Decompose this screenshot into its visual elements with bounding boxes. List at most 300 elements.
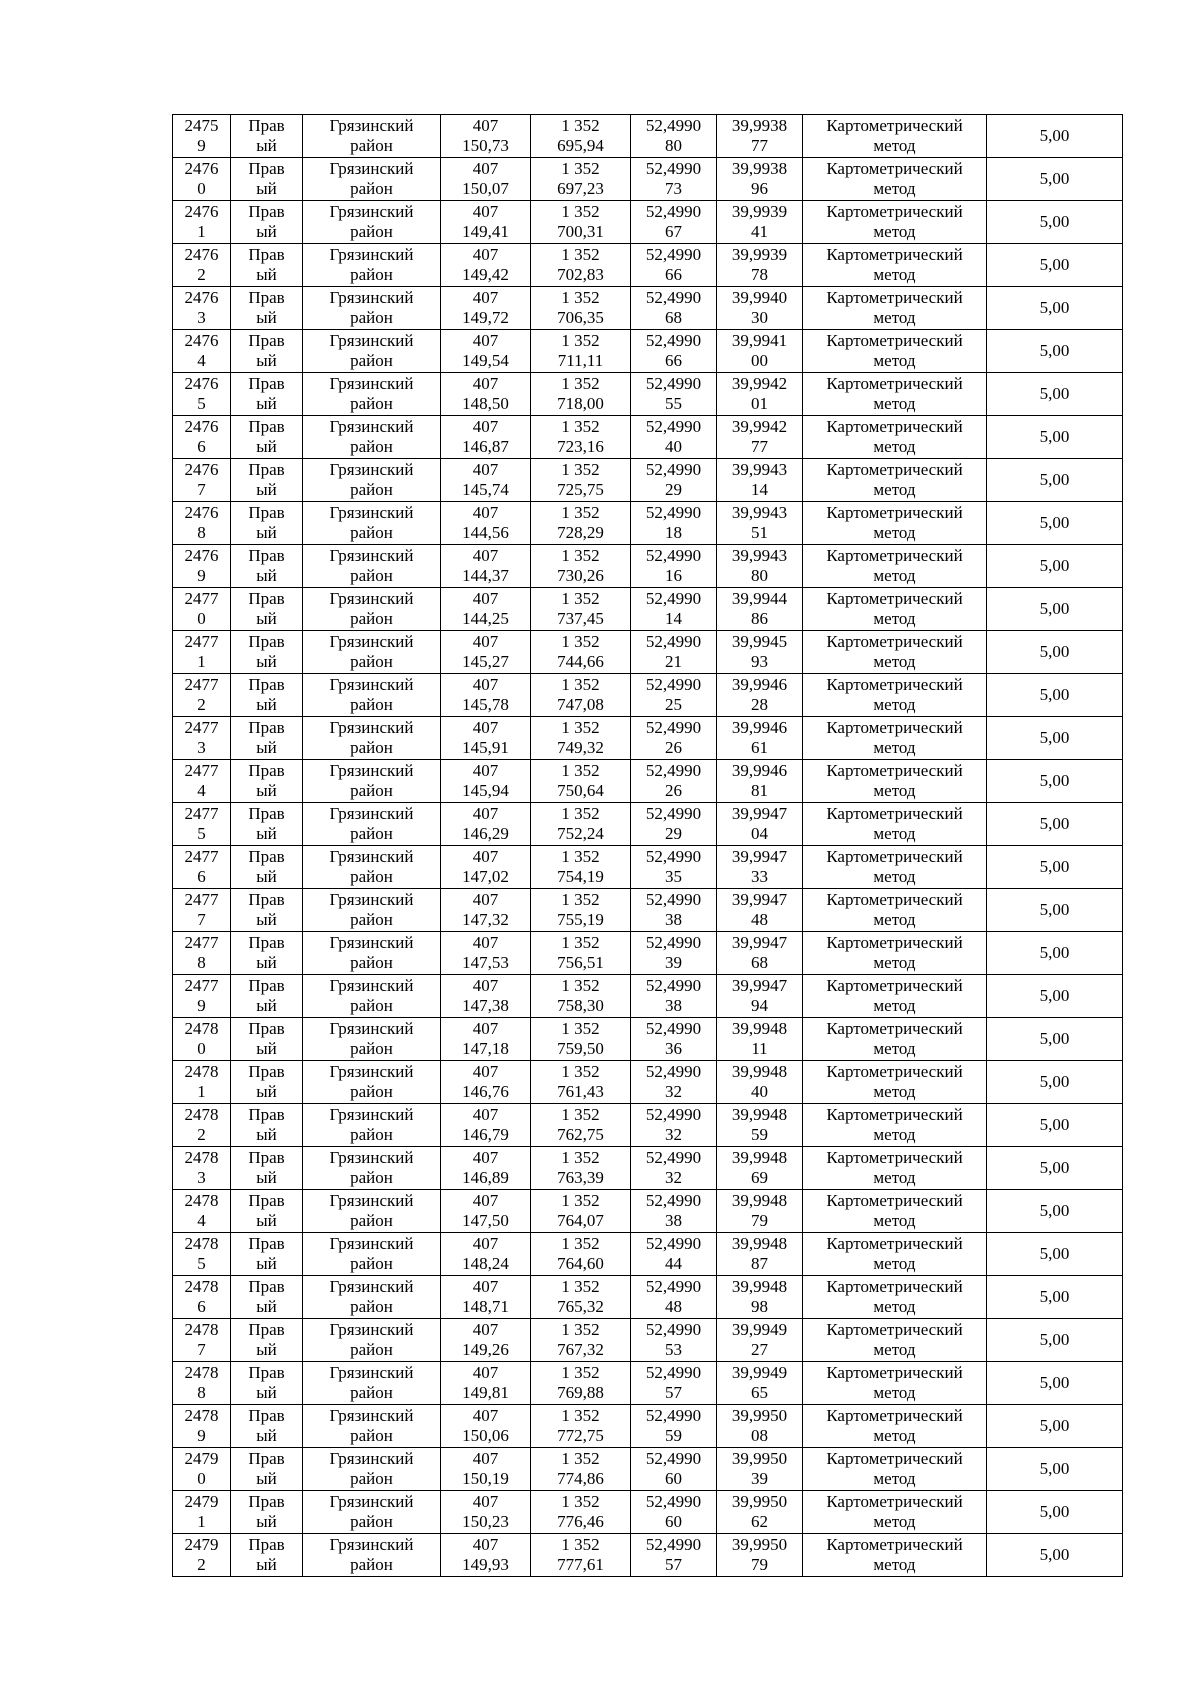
point-number-cell: 2477 6 (173, 846, 231, 889)
longitude-cell: 39,9942 01 (717, 373, 803, 416)
method-cell: Картометрический метод (803, 631, 987, 674)
side-cell: Прав ый (231, 1018, 303, 1061)
district-cell: Грязинский район (303, 1018, 441, 1061)
precision-cell: 5,00 (987, 244, 1123, 287)
point-number-cell: 2476 9 (173, 545, 231, 588)
point-number-cell: 2476 0 (173, 158, 231, 201)
district-cell: Грязинский район (303, 1319, 441, 1362)
y-coordinate-cell: 1 352 747,08 (531, 674, 631, 717)
precision-cell: 5,00 (987, 201, 1123, 244)
longitude-cell: 39,9950 39 (717, 1448, 803, 1491)
precision-cell: 5,00 (987, 1061, 1123, 1104)
district-cell: Грязинский район (303, 1276, 441, 1319)
district-cell: Грязинский район (303, 502, 441, 545)
table-row (173, 803, 1123, 846)
point-number-cell: 2476 1 (173, 201, 231, 244)
longitude-cell: 39,9942 77 (717, 416, 803, 459)
table-row (173, 674, 1123, 717)
x-coordinate-cell: 407 149,26 (441, 1319, 531, 1362)
precision-cell: 5,00 (987, 502, 1123, 545)
method-cell: Картометрический метод (803, 1233, 987, 1276)
y-coordinate-cell: 1 352 758,30 (531, 975, 631, 1018)
y-coordinate-cell: 1 352 769,88 (531, 1362, 631, 1405)
longitude-cell: 39,9948 40 (717, 1061, 803, 1104)
point-number-cell: 2477 8 (173, 932, 231, 975)
district-cell: Грязинский район (303, 1233, 441, 1276)
y-coordinate-cell: 1 352 728,29 (531, 502, 631, 545)
y-coordinate-cell: 1 352 750,64 (531, 760, 631, 803)
longitude-cell: 39,9940 30 (717, 287, 803, 330)
side-cell: Прав ый (231, 846, 303, 889)
table-row (173, 459, 1123, 502)
method-cell: Картометрический метод (803, 760, 987, 803)
latitude-cell: 52,4990 59 (631, 1405, 717, 1448)
longitude-cell: 39,9941 00 (717, 330, 803, 373)
x-coordinate-cell: 407 145,27 (441, 631, 531, 674)
x-coordinate-cell: 407 150,19 (441, 1448, 531, 1491)
district-cell: Грязинский район (303, 416, 441, 459)
district-cell: Грязинский район (303, 717, 441, 760)
latitude-cell: 52,4990 35 (631, 846, 717, 889)
district-cell: Грязинский район (303, 1104, 441, 1147)
latitude-cell: 52,4990 18 (631, 502, 717, 545)
x-coordinate-cell: 407 146,79 (441, 1104, 531, 1147)
district-cell: Грязинский район (303, 1147, 441, 1190)
table-row (173, 416, 1123, 459)
district-cell: Грязинский район (303, 1190, 441, 1233)
method-cell: Картометрический метод (803, 1534, 987, 1577)
point-number-cell: 2477 1 (173, 631, 231, 674)
side-cell: Прав ый (231, 502, 303, 545)
table-row (173, 1190, 1123, 1233)
method-cell: Картометрический метод (803, 1104, 987, 1147)
table-row (173, 1448, 1123, 1491)
table-row (173, 1362, 1123, 1405)
district-cell: Грязинский район (303, 287, 441, 330)
district-cell: Грязинский район (303, 631, 441, 674)
table-row (173, 244, 1123, 287)
y-coordinate-cell: 1 352 718,00 (531, 373, 631, 416)
side-cell: Прав ый (231, 244, 303, 287)
precision-cell: 5,00 (987, 373, 1123, 416)
precision-cell: 5,00 (987, 975, 1123, 1018)
precision-cell: 5,00 (987, 1491, 1123, 1534)
x-coordinate-cell: 407 145,91 (441, 717, 531, 760)
longitude-cell: 39,9949 27 (717, 1319, 803, 1362)
table-row (173, 1276, 1123, 1319)
method-cell: Картометрический метод (803, 330, 987, 373)
table-row (173, 287, 1123, 330)
side-cell: Прав ый (231, 1233, 303, 1276)
table-row (173, 846, 1123, 889)
precision-cell: 5,00 (987, 330, 1123, 373)
longitude-cell: 39,9945 93 (717, 631, 803, 674)
precision-cell: 5,00 (987, 803, 1123, 846)
longitude-cell: 39,9948 69 (717, 1147, 803, 1190)
method-cell: Картометрический метод (803, 975, 987, 1018)
side-cell: Прав ый (231, 674, 303, 717)
x-coordinate-cell: 407 150,07 (441, 158, 531, 201)
district-cell: Грязинский район (303, 1405, 441, 1448)
side-cell: Прав ый (231, 373, 303, 416)
x-coordinate-cell: 407 147,32 (441, 889, 531, 932)
district-cell: Грязинский район (303, 1491, 441, 1534)
x-coordinate-cell: 407 150,73 (441, 115, 531, 158)
y-coordinate-cell: 1 352 756,51 (531, 932, 631, 975)
x-coordinate-cell: 407 146,76 (441, 1061, 531, 1104)
longitude-cell: 39,9947 04 (717, 803, 803, 846)
table-row (173, 1018, 1123, 1061)
precision-cell: 5,00 (987, 1147, 1123, 1190)
x-coordinate-cell: 407 146,89 (441, 1147, 531, 1190)
y-coordinate-cell: 1 352 700,31 (531, 201, 631, 244)
y-coordinate-cell: 1 352 776,46 (531, 1491, 631, 1534)
district-cell: Грязинский район (303, 674, 441, 717)
longitude-cell: 39,9947 48 (717, 889, 803, 932)
district-cell: Грязинский район (303, 459, 441, 502)
side-cell: Прав ый (231, 1534, 303, 1577)
precision-cell: 5,00 (987, 1319, 1123, 1362)
y-coordinate-cell: 1 352 765,32 (531, 1276, 631, 1319)
point-number-cell: 2478 8 (173, 1362, 231, 1405)
point-number-cell: 2478 5 (173, 1233, 231, 1276)
table-row (173, 760, 1123, 803)
table-row (173, 932, 1123, 975)
point-number-cell: 2478 6 (173, 1276, 231, 1319)
district-cell: Грязинский район (303, 846, 441, 889)
method-cell: Картометрический метод (803, 932, 987, 975)
precision-cell: 5,00 (987, 889, 1123, 932)
side-cell: Прав ый (231, 459, 303, 502)
latitude-cell: 52,4990 67 (631, 201, 717, 244)
x-coordinate-cell: 407 146,29 (441, 803, 531, 846)
district-cell: Грязинский район (303, 1534, 441, 1577)
latitude-cell: 52,4990 38 (631, 1190, 717, 1233)
side-cell: Прав ый (231, 1147, 303, 1190)
precision-cell: 5,00 (987, 846, 1123, 889)
latitude-cell: 52,4990 32 (631, 1061, 717, 1104)
longitude-cell: 39,9947 68 (717, 932, 803, 975)
table-row (173, 201, 1123, 244)
table-row (173, 717, 1123, 760)
precision-cell: 5,00 (987, 287, 1123, 330)
side-cell: Прав ый (231, 1104, 303, 1147)
precision-cell: 5,00 (987, 1405, 1123, 1448)
longitude-cell: 39,9947 94 (717, 975, 803, 1018)
table-row (173, 373, 1123, 416)
method-cell: Картометрический метод (803, 588, 987, 631)
precision-cell: 5,00 (987, 1233, 1123, 1276)
side-cell: Прав ый (231, 1319, 303, 1362)
y-coordinate-cell: 1 352 706,35 (531, 287, 631, 330)
latitude-cell: 52,4990 60 (631, 1491, 717, 1534)
table-row (173, 1405, 1123, 1448)
longitude-cell: 39,9938 96 (717, 158, 803, 201)
x-coordinate-cell: 407 147,02 (441, 846, 531, 889)
method-cell: Картометрический метод (803, 1448, 987, 1491)
table-row (173, 1534, 1123, 1577)
method-cell: Картометрический метод (803, 201, 987, 244)
method-cell: Картометрический метод (803, 1061, 987, 1104)
y-coordinate-cell: 1 352 772,75 (531, 1405, 631, 1448)
side-cell: Прав ый (231, 330, 303, 373)
district-cell: Грязинский район (303, 1448, 441, 1491)
district-cell: Грязинский район (303, 158, 441, 201)
y-coordinate-cell: 1 352 749,32 (531, 717, 631, 760)
point-number-cell: 2477 7 (173, 889, 231, 932)
y-coordinate-cell: 1 352 761,43 (531, 1061, 631, 1104)
point-number-cell: 2478 9 (173, 1405, 231, 1448)
x-coordinate-cell: 407 145,78 (441, 674, 531, 717)
point-number-cell: 2476 7 (173, 459, 231, 502)
latitude-cell: 52,4990 55 (631, 373, 717, 416)
x-coordinate-cell: 407 150,06 (441, 1405, 531, 1448)
point-number-cell: 2476 5 (173, 373, 231, 416)
longitude-cell: 39,9948 79 (717, 1190, 803, 1233)
point-number-cell: 2475 9 (173, 115, 231, 158)
longitude-cell: 39,9948 11 (717, 1018, 803, 1061)
y-coordinate-cell: 1 352 764,07 (531, 1190, 631, 1233)
district-cell: Грязинский район (303, 201, 441, 244)
side-cell: Прав ый (231, 1448, 303, 1491)
latitude-cell: 52,4990 32 (631, 1104, 717, 1147)
y-coordinate-cell: 1 352 744,66 (531, 631, 631, 674)
point-number-cell: 2477 3 (173, 717, 231, 760)
district-cell: Грязинский район (303, 932, 441, 975)
longitude-cell: 39,9946 81 (717, 760, 803, 803)
method-cell: Картометрический метод (803, 115, 987, 158)
latitude-cell: 52,4990 25 (631, 674, 717, 717)
x-coordinate-cell: 407 144,56 (441, 502, 531, 545)
side-cell: Прав ый (231, 287, 303, 330)
table-row (173, 330, 1123, 373)
latitude-cell: 52,4990 57 (631, 1534, 717, 1577)
point-number-cell: 2477 2 (173, 674, 231, 717)
point-number-cell: 2478 3 (173, 1147, 231, 1190)
x-coordinate-cell: 407 147,18 (441, 1018, 531, 1061)
point-number-cell: 2477 5 (173, 803, 231, 846)
y-coordinate-cell: 1 352 777,61 (531, 1534, 631, 1577)
side-cell: Прав ый (231, 631, 303, 674)
y-coordinate-cell: 1 352 774,86 (531, 1448, 631, 1491)
latitude-cell: 52,4990 14 (631, 588, 717, 631)
latitude-cell: 52,4990 36 (631, 1018, 717, 1061)
y-coordinate-cell: 1 352 754,19 (531, 846, 631, 889)
side-cell: Прав ый (231, 1491, 303, 1534)
longitude-cell: 39,9950 79 (717, 1534, 803, 1577)
method-cell: Картометрический метод (803, 674, 987, 717)
x-coordinate-cell: 407 149,41 (441, 201, 531, 244)
district-cell: Грязинский район (303, 1061, 441, 1104)
latitude-cell: 52,4990 26 (631, 717, 717, 760)
table-row (173, 889, 1123, 932)
longitude-cell: 39,9950 62 (717, 1491, 803, 1534)
x-coordinate-cell: 407 149,72 (441, 287, 531, 330)
side-cell: Прав ый (231, 416, 303, 459)
point-number-cell: 2477 0 (173, 588, 231, 631)
latitude-cell: 52,4990 26 (631, 760, 717, 803)
x-coordinate-cell: 407 149,81 (441, 1362, 531, 1405)
precision-cell: 5,00 (987, 717, 1123, 760)
method-cell: Картометрический метод (803, 287, 987, 330)
latitude-cell: 52,4990 53 (631, 1319, 717, 1362)
side-cell: Прав ый (231, 158, 303, 201)
x-coordinate-cell: 407 145,74 (441, 459, 531, 502)
precision-cell: 5,00 (987, 416, 1123, 459)
precision-cell: 5,00 (987, 1276, 1123, 1319)
y-coordinate-cell: 1 352 711,11 (531, 330, 631, 373)
y-coordinate-cell: 1 352 702,83 (531, 244, 631, 287)
precision-cell: 5,00 (987, 674, 1123, 717)
latitude-cell: 52,4990 16 (631, 545, 717, 588)
side-cell: Прав ый (231, 1061, 303, 1104)
y-coordinate-cell: 1 352 752,24 (531, 803, 631, 846)
x-coordinate-cell: 407 147,38 (441, 975, 531, 1018)
district-cell: Грязинский район (303, 244, 441, 287)
longitude-cell: 39,9938 77 (717, 115, 803, 158)
longitude-cell: 39,9949 65 (717, 1362, 803, 1405)
side-cell: Прав ый (231, 201, 303, 244)
table-row (173, 1233, 1123, 1276)
x-coordinate-cell: 407 144,25 (441, 588, 531, 631)
y-coordinate-cell: 1 352 697,23 (531, 158, 631, 201)
side-cell: Прав ый (231, 545, 303, 588)
y-coordinate-cell: 1 352 767,32 (531, 1319, 631, 1362)
y-coordinate-cell: 1 352 695,94 (531, 115, 631, 158)
point-number-cell: 2476 6 (173, 416, 231, 459)
method-cell: Картометрический метод (803, 1405, 987, 1448)
point-number-cell: 2476 8 (173, 502, 231, 545)
x-coordinate-cell: 407 147,50 (441, 1190, 531, 1233)
latitude-cell: 52,4990 44 (631, 1233, 717, 1276)
latitude-cell: 52,4990 32 (631, 1147, 717, 1190)
latitude-cell: 52,4990 66 (631, 244, 717, 287)
method-cell: Картометрический метод (803, 502, 987, 545)
latitude-cell: 52,4990 60 (631, 1448, 717, 1491)
longitude-cell: 39,9939 41 (717, 201, 803, 244)
y-coordinate-cell: 1 352 763,39 (531, 1147, 631, 1190)
table-row (173, 115, 1123, 158)
latitude-cell: 52,4990 38 (631, 975, 717, 1018)
latitude-cell: 52,4990 39 (631, 932, 717, 975)
method-cell: Картометрический метод (803, 459, 987, 502)
x-coordinate-cell: 407 149,54 (441, 330, 531, 373)
latitude-cell: 52,4990 66 (631, 330, 717, 373)
side-cell: Прав ый (231, 889, 303, 932)
district-cell: Грязинский район (303, 889, 441, 932)
method-cell: Картометрический метод (803, 1319, 987, 1362)
precision-cell: 5,00 (987, 1362, 1123, 1405)
method-cell: Картометрический метод (803, 1362, 987, 1405)
point-number-cell: 2478 4 (173, 1190, 231, 1233)
side-cell: Прав ый (231, 588, 303, 631)
longitude-cell: 39,9943 51 (717, 502, 803, 545)
district-cell: Грязинский район (303, 373, 441, 416)
district-cell: Грязинский район (303, 588, 441, 631)
point-number-cell: 2477 4 (173, 760, 231, 803)
side-cell: Прав ый (231, 760, 303, 803)
precision-cell: 5,00 (987, 1018, 1123, 1061)
coordinates-table (172, 114, 1123, 1577)
table-row (173, 1104, 1123, 1147)
latitude-cell: 52,4990 73 (631, 158, 717, 201)
district-cell: Грязинский район (303, 760, 441, 803)
longitude-cell: 39,9948 87 (717, 1233, 803, 1276)
precision-cell: 5,00 (987, 1104, 1123, 1147)
method-cell: Картометрический метод (803, 158, 987, 201)
table-row (173, 975, 1123, 1018)
latitude-cell: 52,4990 40 (631, 416, 717, 459)
longitude-cell: 39,9950 08 (717, 1405, 803, 1448)
table-row (173, 502, 1123, 545)
latitude-cell: 52,4990 29 (631, 803, 717, 846)
side-cell: Прав ый (231, 1362, 303, 1405)
side-cell: Прав ый (231, 1405, 303, 1448)
precision-cell: 5,00 (987, 1190, 1123, 1233)
point-number-cell: 2479 0 (173, 1448, 231, 1491)
side-cell: Прав ый (231, 803, 303, 846)
longitude-cell: 39,9948 59 (717, 1104, 803, 1147)
side-cell: Прав ый (231, 717, 303, 760)
x-coordinate-cell: 407 148,24 (441, 1233, 531, 1276)
y-coordinate-cell: 1 352 759,50 (531, 1018, 631, 1061)
table-body (173, 115, 1123, 1577)
side-cell: Прав ый (231, 975, 303, 1018)
method-cell: Картометрический метод (803, 889, 987, 932)
district-cell: Грязинский район (303, 1362, 441, 1405)
x-coordinate-cell: 407 148,50 (441, 373, 531, 416)
table-row (173, 545, 1123, 588)
point-number-cell: 2477 9 (173, 975, 231, 1018)
latitude-cell: 52,4990 68 (631, 287, 717, 330)
x-coordinate-cell: 407 145,94 (441, 760, 531, 803)
latitude-cell: 52,4990 48 (631, 1276, 717, 1319)
precision-cell: 5,00 (987, 631, 1123, 674)
point-number-cell: 2476 4 (173, 330, 231, 373)
precision-cell: 5,00 (987, 932, 1123, 975)
table-row (173, 1319, 1123, 1362)
y-coordinate-cell: 1 352 764,60 (531, 1233, 631, 1276)
longitude-cell: 39,9948 98 (717, 1276, 803, 1319)
side-cell: Прав ый (231, 115, 303, 158)
method-cell: Картометрический метод (803, 1018, 987, 1061)
method-cell: Картометрический метод (803, 803, 987, 846)
precision-cell: 5,00 (987, 115, 1123, 158)
method-cell: Картометрический метод (803, 545, 987, 588)
x-coordinate-cell: 407 144,37 (441, 545, 531, 588)
y-coordinate-cell: 1 352 730,26 (531, 545, 631, 588)
y-coordinate-cell: 1 352 725,75 (531, 459, 631, 502)
longitude-cell: 39,9946 28 (717, 674, 803, 717)
latitude-cell: 52,4990 21 (631, 631, 717, 674)
method-cell: Картометрический метод (803, 1147, 987, 1190)
longitude-cell: 39,9943 14 (717, 459, 803, 502)
precision-cell: 5,00 (987, 588, 1123, 631)
x-coordinate-cell: 407 150,23 (441, 1491, 531, 1534)
longitude-cell: 39,9944 86 (717, 588, 803, 631)
method-cell: Картометрический метод (803, 1190, 987, 1233)
longitude-cell: 39,9946 61 (717, 717, 803, 760)
district-cell: Грязинский район (303, 803, 441, 846)
side-cell: Прав ый (231, 932, 303, 975)
side-cell: Прав ый (231, 1276, 303, 1319)
method-cell: Картометрический метод (803, 1276, 987, 1319)
precision-cell: 5,00 (987, 760, 1123, 803)
method-cell: Картометрический метод (803, 416, 987, 459)
district-cell: Грязинский район (303, 330, 441, 373)
method-cell: Картометрический метод (803, 244, 987, 287)
y-coordinate-cell: 1 352 755,19 (531, 889, 631, 932)
